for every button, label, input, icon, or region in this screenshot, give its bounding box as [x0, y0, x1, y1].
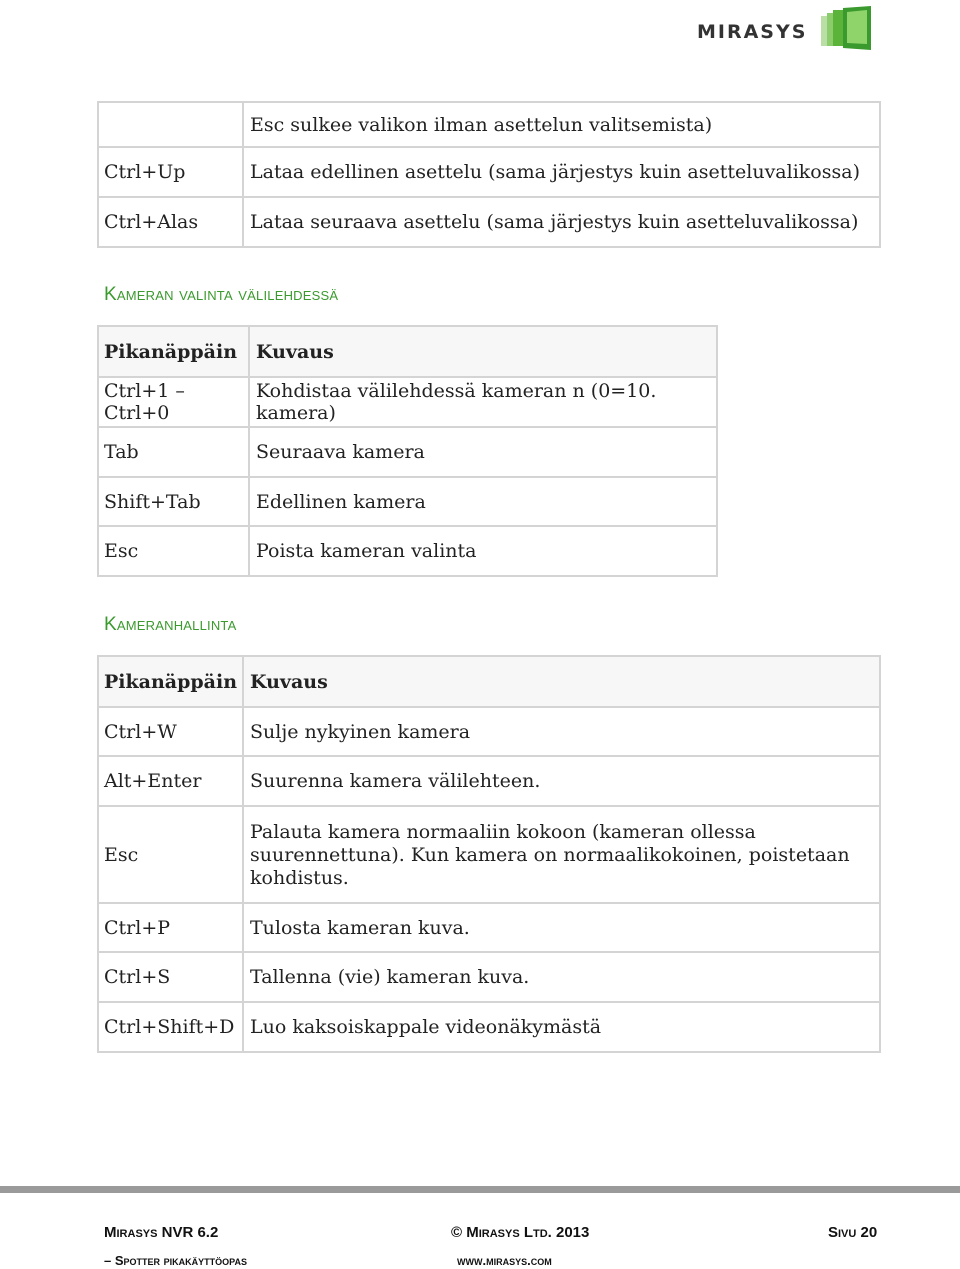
shortcut-key: Esc [98, 526, 249, 576]
shortcut-key: Ctrl+S [98, 952, 243, 1002]
shortcut-description: Seuraava kamera [249, 427, 717, 477]
mirasys-logo [697, 6, 877, 50]
shortcut-description: Luo kaksoiskappale videonäkymästä [243, 1002, 880, 1052]
table-row [98, 377, 717, 427]
footer-subtitle: – Spotter pikakäyttöopas [104, 1253, 247, 1268]
column-header-shortcut: Pikanäppäin [98, 656, 243, 707]
shortcut-description: Tulosta kameran kuva. [243, 903, 880, 952]
table-row [98, 1002, 880, 1052]
shortcut-key: Ctrl+Alas [98, 197, 243, 247]
table-row [98, 477, 717, 526]
shortcut-description: Kohdistaa välilehdessä kameran n (0=10. kamera) [249, 377, 717, 427]
shortcut-description: Suurenna kamera välilehteen. [243, 756, 880, 806]
shortcut-description: Poista kameran valinta [249, 526, 717, 576]
shortcut-key: Ctrl+W [98, 707, 243, 756]
footer-copyright: © Mirasys Ltd. 2013 [451, 1224, 590, 1241]
table-header-row [98, 656, 880, 707]
shortcut-description: Edellinen kamera [249, 477, 717, 526]
shortcut-key: Ctrl+Up [98, 147, 243, 197]
shortcut-key: Esc [98, 806, 243, 903]
table-row [98, 903, 880, 952]
shortcut-description: Sulje nykyinen kamera [243, 707, 880, 756]
footer-website: www.mirasys.com [457, 1253, 552, 1268]
footer-divider [0, 1186, 960, 1193]
footer-product: Mirasys NVR 6.2 [104, 1224, 219, 1241]
table-row [98, 806, 880, 903]
table-row [98, 952, 880, 1002]
table-row [98, 707, 880, 756]
shortcut-description: Palauta kamera normaaliin kokoon (kameran ollessa suurennettuna). Kun kamera on normaalikokoinen, poistetaan kohdistus. [243, 806, 880, 903]
shortcut-key: Ctrl+P [98, 903, 243, 952]
table-row [98, 147, 880, 197]
logo-text: MIRASYS [697, 21, 808, 43]
column-header-description: Kuvaus [249, 326, 717, 377]
camera-control-table [97, 655, 881, 1053]
section-heading-camera-selection: Kameran valinta välilehdessä [104, 284, 339, 305]
layout-shortcuts-table [97, 101, 881, 248]
shortcut-description: Tallenna (vie) kameran kuva. [243, 952, 880, 1002]
shortcut-key: Ctrl+1 – Ctrl+0 [98, 377, 249, 427]
table-row [98, 526, 717, 576]
shortcut-key: Tab [98, 427, 249, 477]
table-row [98, 197, 880, 247]
table-row [98, 102, 880, 147]
shortcut-key: Shift+Tab [98, 477, 249, 526]
column-header-description: Kuvaus [243, 656, 880, 707]
shortcut-key: Ctrl+Shift+D [98, 1002, 243, 1052]
table-row [98, 427, 717, 477]
shortcut-description: Lataa seuraava asettelu (sama järjestys kuin asetteluvalikossa) [243, 197, 880, 247]
column-header-shortcut: Pikanäppäin [98, 326, 249, 377]
table-header-row [98, 326, 717, 377]
shortcut-key [98, 102, 243, 147]
shortcut-key: Alt+Enter [98, 756, 243, 806]
shortcut-description: Lataa edellinen asettelu (sama järjestys kuin asetteluvalikossa) [243, 147, 880, 197]
footer-page-number: Sivu 20 [828, 1224, 878, 1241]
table-row [98, 756, 880, 806]
section-heading-camera-control: Kameranhallinta [104, 614, 237, 635]
camera-selection-table [97, 325, 718, 577]
shortcut-description: Esc sulkee valikon ilman asettelun valitsemista) [243, 102, 880, 147]
mirasys-logo-mark-icon [819, 6, 873, 50]
